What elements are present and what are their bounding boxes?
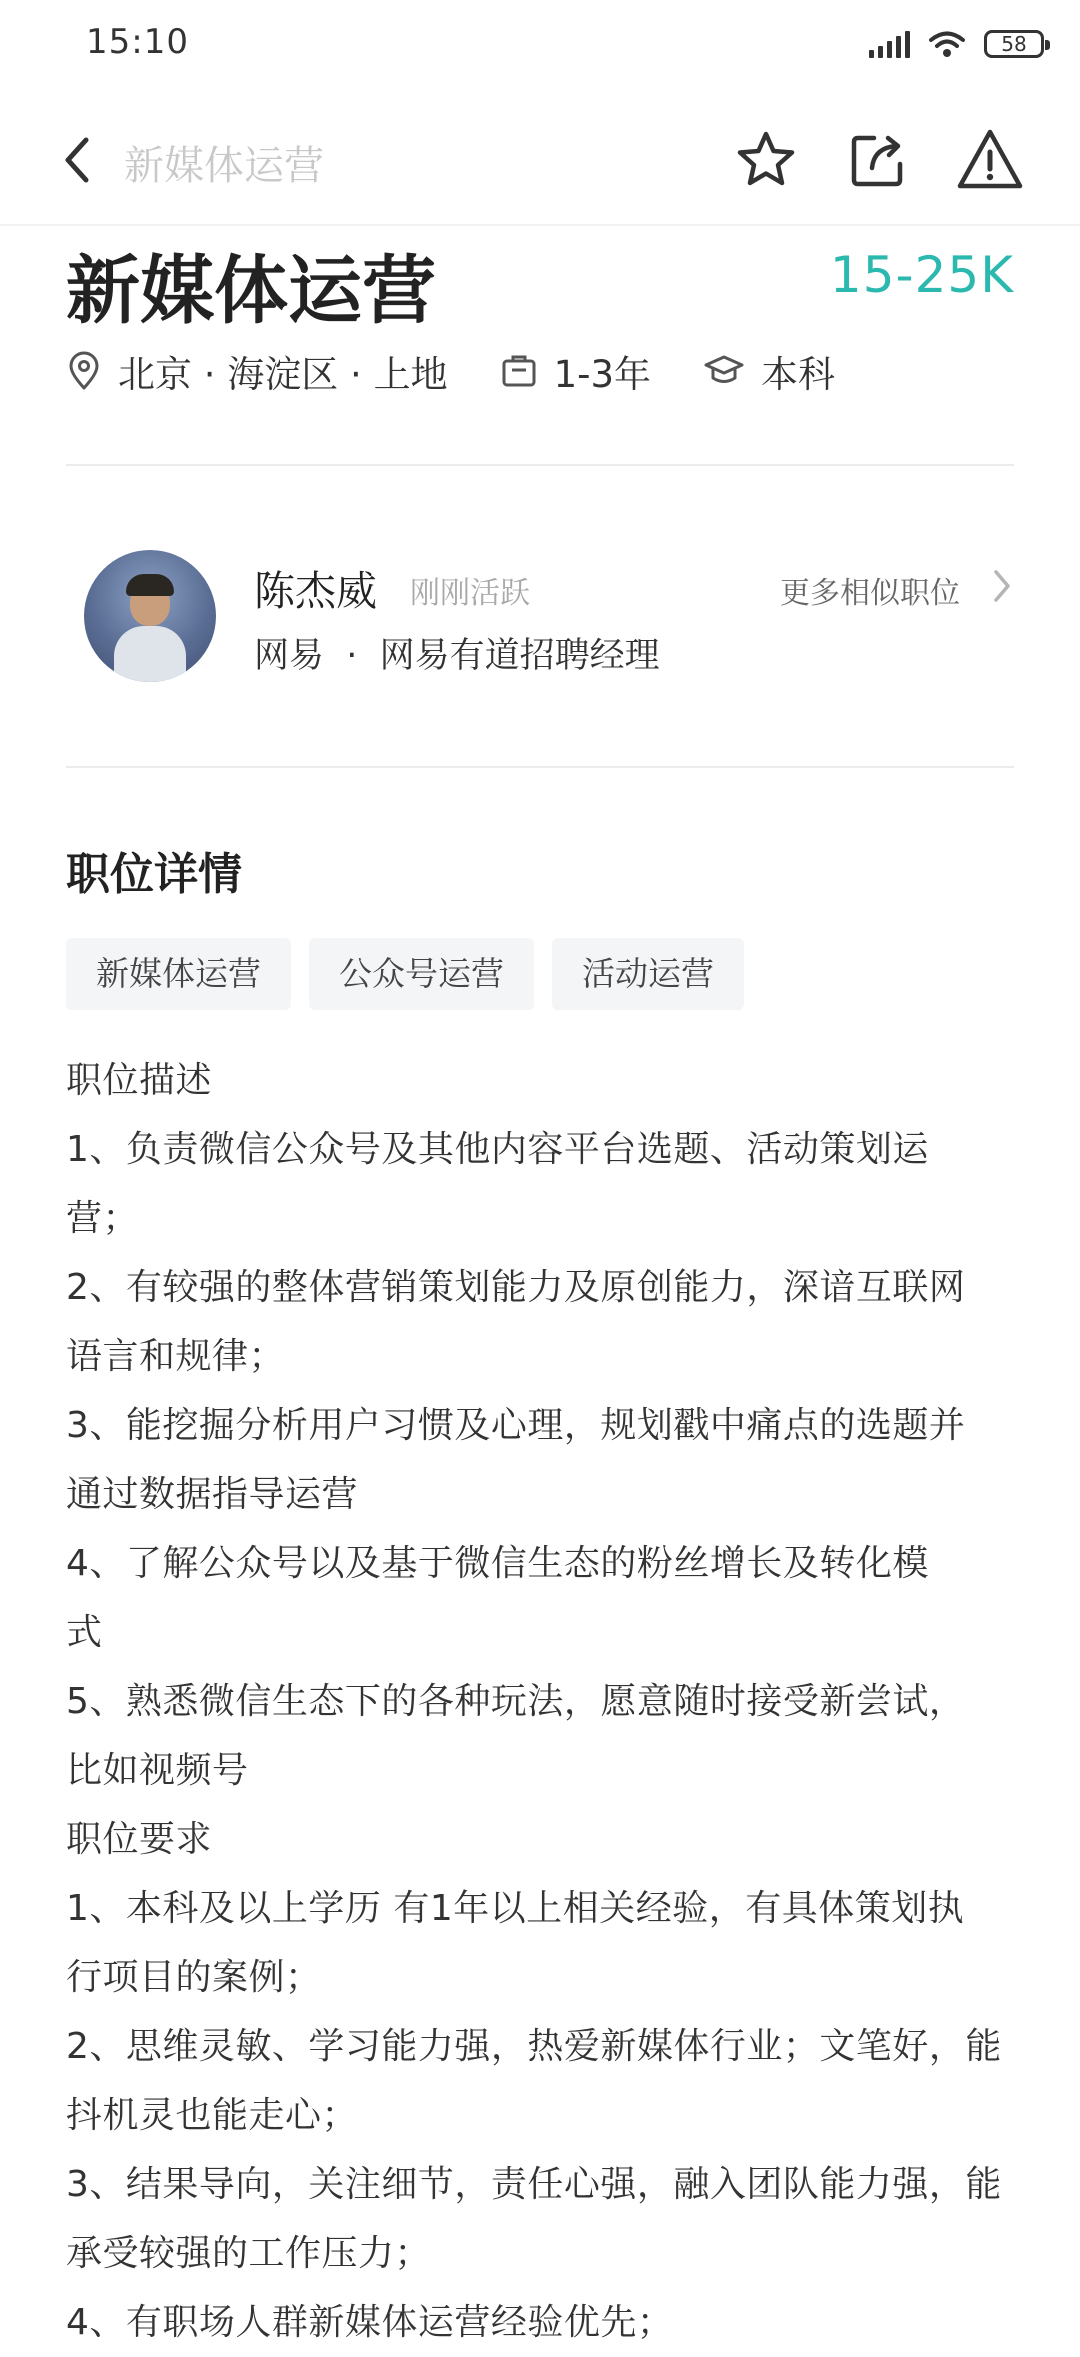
more-similar-jobs-link[interactable]: 更多相似职位 (780, 576, 960, 611)
description-line: 1、本科及以上学历 有1年以上相关经验，有具体策划执 (66, 1888, 965, 1929)
description-line: 2、有较强的整体营销策划能力及原创能力，深谙互联网 (66, 1267, 966, 1308)
description-line: 式 (66, 1612, 103, 1653)
description-line: 语言和规律； (66, 1336, 286, 1377)
divider (66, 464, 1014, 466)
nav-bar (0, 100, 1080, 226)
warning-icon[interactable] (954, 124, 1026, 196)
recruiter-card[interactable] (66, 548, 1014, 688)
status-bar (0, 0, 1080, 90)
battery-level: 58 (1001, 32, 1027, 56)
skill-tag: 活动运营 (552, 938, 744, 1010)
wifi-icon (928, 29, 966, 59)
chevron-left-icon[interactable] (56, 130, 96, 190)
section-title: 职位详情 (66, 849, 242, 900)
experience-item (500, 344, 651, 398)
job-meta (66, 344, 887, 398)
requirements-heading: 职位要求 (66, 1819, 213, 1860)
divider (66, 766, 1014, 768)
battery-icon (984, 30, 1044, 58)
share-icon[interactable] (842, 124, 914, 196)
avatar[interactable] (84, 550, 216, 682)
status-time: 15:10 (86, 22, 189, 62)
briefcase-icon (500, 353, 538, 389)
description-line: 2、思维灵敏、学习能力强，热爱新媒体行业；文笔好，能 (66, 2026, 1002, 2067)
skill-tag: 公众号运营 (309, 938, 534, 1010)
description-line: 营； (66, 1198, 140, 1239)
status-icons (869, 26, 1044, 62)
experience-text: 1-3年 (553, 353, 652, 396)
description-line: 抖机灵也能走心； (66, 2095, 359, 2136)
education-item (703, 344, 835, 398)
job-description (66, 1046, 1026, 2357)
signal-icon (869, 30, 910, 58)
description-heading: 职位描述 (66, 1060, 213, 1101)
description-line: 4、了解公众号以及基于微信生态的粉丝增长及转化模 (66, 1543, 929, 1584)
graduation-cap-icon (703, 353, 745, 389)
star-icon[interactable] (730, 124, 802, 196)
description-line: 比如视频号 (66, 1750, 249, 1791)
recruiter-company: 网易 · 网易有道招聘经理 (254, 636, 660, 676)
salary: 15-25K (829, 246, 1014, 304)
description-line: 行项目的案例； (66, 1957, 322, 1998)
chevron-right-icon[interactable] (990, 566, 1014, 606)
description-line: 1、负责微信公众号及其他内容平台选题、活动策划运 (66, 1129, 929, 1170)
description-line: 5、熟悉微信生态下的各种玩法，愿意随时接受新尝试， (66, 1681, 966, 1722)
skill-tag: 新媒体运营 (66, 938, 291, 1010)
description-line: 通过数据指导运营 (66, 1474, 359, 1515)
location-item (66, 344, 448, 398)
recruiter-status: 刚刚活跃 (410, 576, 530, 611)
education-text: 本科 (761, 353, 836, 396)
nav-title: 新媒体运营 (124, 143, 324, 189)
description-line: 承受较强的工作压力； (66, 2233, 432, 2274)
recruiter-name: 陈杰威 (254, 567, 377, 615)
description-line: 3、结果导向，关注细节，责任心强，融入团队能力强，能 (66, 2164, 1002, 2205)
skill-tags (66, 938, 744, 1010)
description-line: 3、能挖掘分析用户习惯及心理，规划戳中痛点的选题并 (66, 1405, 966, 1446)
location-text: 北京 · 海淀区 · 上地 (118, 353, 448, 396)
job-title: 新媒体运营 (66, 248, 436, 334)
location-pin-icon (66, 351, 102, 391)
description-line: 4、有职场人群新媒体运营经验优先； (66, 2302, 674, 2343)
